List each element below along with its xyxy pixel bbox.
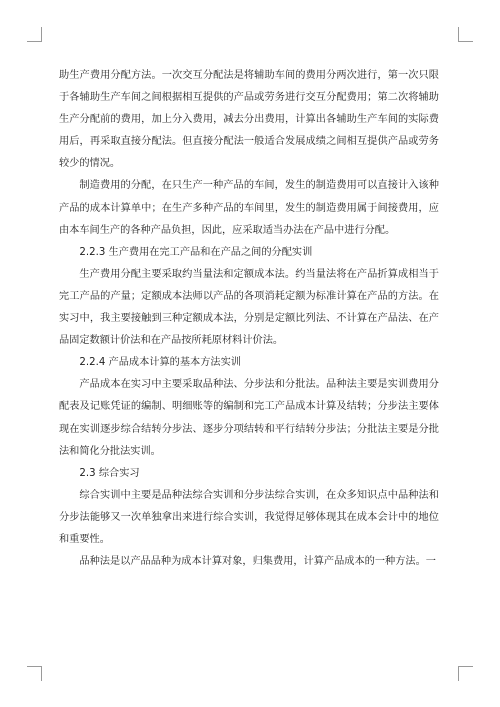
paragraph: 助生产费用分配方法。一次交互分配法是将辅助车间的费用分两次进行，第一次只限于各辅助生产车间之间根据相互提供的产品或劳务进行交互分配费用；第二次将辅助生产分配前的费用，加上分入费用，减去分出费用，计算出各辅助生产车间的实际费用后，再采取直接分配法。但直接分配法一般适合发展成绩之间相互提供产品或劳务较少的情况。	[59, 70, 439, 170]
corner-crop-mark	[27, 27, 42, 42]
section-heading: 2.3 综合实习	[79, 467, 140, 479]
corner-crop-mark	[27, 666, 42, 681]
section-heading: 2.2.4 产品成本计算的基本方法实训	[79, 357, 241, 369]
paragraph: 品种法是以产品品种为成本计算对象，归集费用，计算产品成本的一种方法。一	[79, 556, 436, 568]
corner-crop-mark	[458, 666, 473, 681]
paragraph: 制造费用的分配，在只生产一种产品的车间，发生的制造费用可以直接计入该种产品的成本计算单中；在生产多种产品的车间里，发生的制造费用属于间接费用，应由本车间生产的各种产品负担，因此，应采取适当办法在产品中进行分配。	[59, 180, 439, 236]
paragraph: 产品成本在实习中主要采取品种法、分步法和分批法。品种法主要是实训费用分配表及记账凭证的编制、明细账等的编制和完工产品成本计算及结转；分步法主要体现在实训逐步综合结转分步法、逐步分项结转和平行结转分步法；分批法主要是分批法和简化分批法实训。	[59, 379, 439, 457]
section-heading: 2.2.3 生产费用在完工产品和在产品之间的分配实训	[79, 246, 313, 258]
corner-crop-mark	[458, 27, 473, 42]
document-body	[59, 65, 439, 573]
paragraph: 生产费用分配主要采取约当量法和定额成本法。约当量法将在产品折算成相当于完工产品的产量；定额成本法师以产品的各项消耗定额为标准计算在产品的方法。在实习中，我主要接触到三种定额成本法，分别是定额比列法、不计算在产品法、在产品固定数额计价法和在产品按所耗原材料计价法。	[59, 268, 439, 347]
paragraph: 综合实训中主要是品种法综合实训和分步法综合实训，在众多知识点中品种法和分步法能够又一次单独拿出来进行综合实训，我觉得足够体现其在成本会计中的地位和重要性。	[59, 489, 439, 545]
